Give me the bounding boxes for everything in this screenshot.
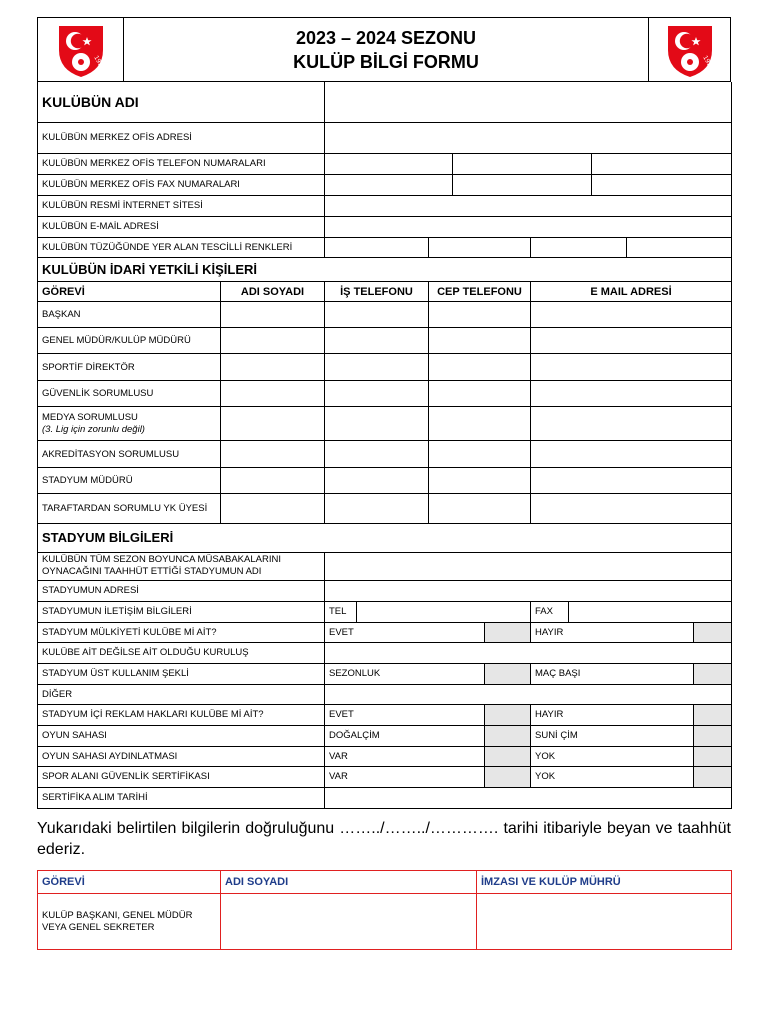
lighting-no-box[interactable] (694, 746, 732, 766)
role-label: GENEL MÜDÜR/KULÜP MÜDÜRÜ (38, 328, 221, 354)
club-name-label: KULÜBÜN ADI (38, 82, 325, 122)
lighting-yes-label: VAR (325, 746, 485, 766)
sign-signature-field[interactable] (477, 894, 732, 950)
work-phone-field[interactable] (325, 302, 429, 328)
website-field[interactable] (325, 195, 732, 216)
sign-role-line-1: KULÜP BAŞKANI, GENEL MÜDÜR (42, 909, 193, 921)
office-phone-field-1[interactable] (325, 153, 453, 174)
email-field[interactable] (531, 494, 732, 524)
media-note: (3. Lig için zorunlu değil) (42, 423, 145, 435)
role-label: SPORTİF DİREKTÖR (38, 354, 221, 381)
name-field[interactable] (221, 354, 325, 381)
ownership-label: STADYUM MÜLKİYETİ KULÜBE Mİ AİT? (38, 622, 325, 642)
email-field[interactable] (531, 302, 732, 328)
name-field[interactable] (221, 407, 325, 441)
ownership-no-box[interactable] (694, 622, 732, 642)
name-field[interactable] (221, 441, 325, 468)
work-phone-field[interactable] (325, 381, 429, 407)
website-label: KULÜBÜN RESMİ İNTERNET SİTESİ (38, 195, 325, 216)
ownership-yes-label: EVET (325, 622, 485, 642)
ad-rights-no-box[interactable] (694, 704, 732, 725)
mobile-phone-field[interactable] (429, 494, 531, 524)
media-role: MEDYA SORUMLUSU (42, 411, 138, 423)
table-row (38, 328, 732, 354)
role-label: GÜVENLİK SORUMLUSU (38, 381, 221, 407)
club-colors-label: KULÜBÜN TÜZÜĞÜNDE YER ALAN TESCİLLİ RENKLERİ (38, 237, 325, 257)
usage-per-match-box[interactable] (694, 663, 732, 684)
club-color-field-3[interactable] (531, 237, 627, 257)
table-row (38, 354, 732, 381)
table-row (38, 381, 732, 407)
form-name: KULÜP BİLGİ FORMU (293, 51, 479, 72)
safety-cert-no-box[interactable] (694, 766, 732, 787)
office-fax-field-3[interactable] (592, 174, 732, 195)
col-name: ADI SOYADI (221, 282, 325, 302)
work-phone-field[interactable] (325, 354, 429, 381)
ownership-yes-box[interactable] (485, 622, 531, 642)
crest-icon (51, 20, 111, 80)
role-label: BAŞKAN (38, 302, 221, 328)
office-phone-field-2[interactable] (453, 153, 592, 174)
email-field[interactable] (531, 407, 732, 441)
stadium-contact-label: STADYUMUN İLETİŞİM BİLGİLERİ (38, 601, 325, 622)
stadium-name-field[interactable] (325, 552, 732, 580)
stadium-name-line-1: KULÜBÜN TÜM SEZON BOYUNCA MÜSABAKALARINI (42, 554, 281, 565)
email-label: KULÜBÜN E-MAİL ADRESİ (38, 216, 325, 237)
usage-per-match-label: MAÇ BAŞI (531, 663, 694, 684)
mobile-phone-field[interactable] (429, 441, 531, 468)
mobile-phone-field[interactable] (429, 328, 531, 354)
usage-seasonal-box[interactable] (485, 663, 531, 684)
tel-label: TEL (325, 601, 357, 622)
club-color-field-1[interactable] (325, 237, 429, 257)
club-info-table (37, 82, 732, 258)
safety-cert-yes-box[interactable] (485, 766, 531, 787)
office-phone-field-3[interactable] (592, 153, 732, 174)
stadium-section-title: STADYUM BİLGİLERİ (38, 524, 732, 552)
work-phone-field[interactable] (325, 494, 429, 524)
other-label: DİĞER (38, 684, 325, 704)
signature-section (37, 870, 731, 950)
ad-rights-yes-label: EVET (325, 704, 485, 725)
pitch-natural-label: DOĞALÇİM (325, 725, 485, 746)
season-title: 2023 – 2024 SEZONU (295, 27, 477, 48)
work-phone-field[interactable] (325, 328, 429, 354)
safety-cert-label: SPOR ALANI GÜVENLİK SERTİFİKASI (38, 766, 325, 787)
sign-role-cell (38, 894, 221, 950)
tel-field[interactable] (357, 601, 531, 622)
signature-table (37, 870, 732, 950)
ownership-no-label: HAYIR (531, 622, 694, 642)
col-mobile-phone: CEP TELEFONU (429, 282, 531, 302)
officials-table (37, 258, 732, 525)
stadium-table (37, 524, 732, 809)
club-info-form (37, 17, 731, 809)
name-field[interactable] (221, 328, 325, 354)
name-field[interactable] (221, 381, 325, 407)
mobile-phone-field[interactable] (429, 407, 531, 441)
email-field[interactable] (531, 468, 732, 494)
club-name-field[interactable] (325, 82, 732, 122)
fax-label: FAX (531, 601, 569, 622)
table-row (38, 302, 732, 328)
table-row (38, 407, 732, 441)
email-field[interactable] (531, 441, 732, 468)
fax-field[interactable] (569, 601, 732, 622)
sign-role-line-2: VEYA GENEL SEKRETER (42, 921, 155, 933)
pitch-label: OYUN SAHASI (38, 725, 325, 746)
declaration-statement: Yukarıdaki belirtilen bilgilerin doğruluğunu ……../……../…………. tarihi itibariyle beyan ve taahhüt ederiz. (37, 820, 731, 858)
svg-text:1923: 1923 (700, 54, 715, 71)
crest-icon (660, 20, 720, 80)
club-color-field-2[interactable] (429, 237, 531, 257)
work-phone-field[interactable] (325, 468, 429, 494)
stadium-address-label: STADYUMUN ADRESİ (38, 580, 325, 601)
office-phones-label: KULÜBÜN MERKEZ OFİS TELEFON NUMARALARI (38, 153, 325, 174)
officials-section-title: KULÜBÜN İDARİ YETKİLİ KİŞİLERİ (38, 258, 732, 282)
name-field[interactable] (221, 468, 325, 494)
email-field[interactable] (325, 216, 732, 237)
mobile-phone-field[interactable] (429, 468, 531, 494)
office-fax-label: KULÜBÜN MERKEZ OFİS FAX NUMARALARI (38, 174, 325, 195)
role-label: STADYUM MÜDÜRÜ (38, 468, 221, 494)
sign-col-signature: İMZASI VE KULÜP MÜHRÜ (477, 871, 732, 894)
role-label-media (38, 407, 221, 441)
owner-org-label: KULÜBE AİT DEĞİLSE AİT OLDUĞU KURULUŞ (38, 642, 325, 663)
pitch-artificial-box[interactable] (694, 725, 732, 746)
lighting-yes-box[interactable] (485, 746, 531, 766)
usage-seasonal-label: SEZONLUK (325, 663, 485, 684)
work-phone-field[interactable] (325, 441, 429, 468)
stadium-address-field[interactable] (325, 580, 732, 601)
role-label: TARAFTARDAN SORUMLU YK ÜYESİ (38, 494, 221, 524)
usage-label: STADYUM ÜST KULLANIM ŞEKLİ (38, 663, 325, 684)
mobile-phone-field[interactable] (429, 354, 531, 381)
federation-logo-left (38, 18, 124, 82)
ad-rights-yes-box[interactable] (485, 704, 531, 725)
other-field[interactable] (325, 684, 732, 704)
col-work-phone: İŞ TELEFONU (325, 282, 429, 302)
role-label: AKREDİTASYON SORUMLUSU (38, 441, 221, 468)
table-row (38, 468, 732, 494)
mobile-phone-field[interactable] (429, 302, 531, 328)
pitch-artificial-label: SUNİ ÇİM (531, 725, 694, 746)
sign-name-field[interactable] (221, 894, 477, 950)
name-field[interactable] (221, 302, 325, 328)
col-role: GÖREVİ (38, 282, 221, 302)
ad-rights-label: STADYUM İÇİ REKLAM HAKLARI KULÜBE Mİ AİT? (38, 704, 325, 725)
club-color-field-4[interactable] (627, 237, 732, 257)
office-fax-field-2[interactable] (453, 174, 592, 195)
stadium-name-label (38, 552, 325, 580)
office-address-label: KULÜBÜN MERKEZ OFİS ADRESİ (38, 122, 325, 153)
safety-cert-no-label: YOK (531, 766, 694, 787)
sign-col-role: GÖREVİ (38, 871, 221, 894)
form-title (124, 18, 649, 82)
stadium-name-line-2: OYNACAĞINI TAAHHÜT ETTİĞİ STADYUMUN ADI (42, 566, 262, 577)
safety-cert-yes-label: VAR (325, 766, 485, 787)
cert-date-label: SERTİFİKA ALIM TARİHİ (38, 787, 325, 808)
sign-col-name: ADI SOYADI (221, 871, 477, 894)
ad-rights-no-label: HAYIR (531, 704, 694, 725)
mobile-phone-field[interactable] (429, 381, 531, 407)
cert-date-field[interactable] (325, 787, 732, 808)
table-row (38, 494, 732, 524)
office-address-field[interactable] (325, 122, 732, 153)
federation-logo-right (649, 18, 731, 82)
form-header (37, 17, 731, 82)
table-row (38, 441, 732, 468)
svg-text:1923: 1923 (91, 54, 106, 71)
office-fax-field-1[interactable] (325, 174, 453, 195)
email-field[interactable] (531, 381, 732, 407)
owner-org-field[interactable] (325, 642, 732, 663)
lighting-label: OYUN SAHASI AYDINLATMASI (38, 746, 325, 766)
name-field[interactable] (221, 494, 325, 524)
email-field[interactable] (531, 354, 732, 381)
email-field[interactable] (531, 328, 732, 354)
lighting-no-label: YOK (531, 746, 694, 766)
pitch-natural-box[interactable] (485, 725, 531, 746)
work-phone-field[interactable] (325, 407, 429, 441)
col-email: E MAIL ADRESİ (531, 282, 732, 302)
